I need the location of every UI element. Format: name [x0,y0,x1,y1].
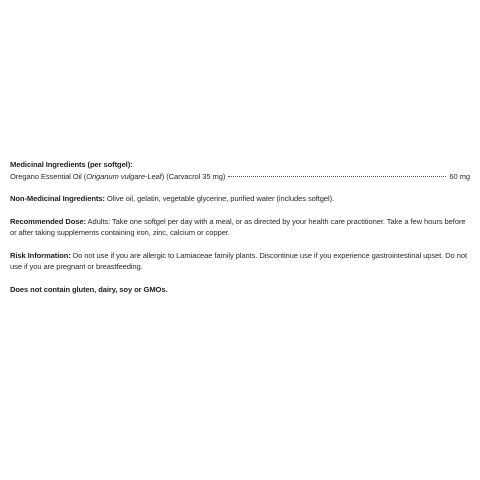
ingredient-latin-name: Origanum vulgare [86,171,145,181]
allergen-statement: Does not contain gluten, dairy, soy or GMOs. [10,284,168,294]
recommended-dose [10,216,470,239]
non-medicinal-ingredients [10,193,470,205]
product-info-panel [10,159,470,295]
non-medicinal-text: Olive oil, gelatin, vegetable glycerine, purified water (includes softgel). [104,194,335,203]
ingredient-amount: 60 mg [449,171,470,181]
medicinal-ingredients-heading: Medicinal Ingredients (per softgel): [10,160,133,169]
risk-information-label: Risk Information: [10,250,71,260]
non-medicinal-label: Non-Medicinal Ingredients: [10,194,105,203]
ingredient-row [10,171,470,183]
ingredient-name [10,171,225,183]
risk-information-text: Do not use if you are allergic to Lamiaceae family plants. Discontinue use if you experience gastrointestinal upset. Do not use if you are pregnant or breastfeeding. [10,250,467,271]
medicinal-ingredients-section [10,159,470,182]
ingredient-name-prefix: Oregano Essential Oil ( [10,171,87,181]
recommended-dose-label: Recommended Dose: [10,216,86,226]
ingredient-name-suffix: -Leaf) (Carvacrol 35 mg) [144,171,226,181]
recommended-dose-text: Adults: Take one softgel per day with a meal, or as directed by your health care practitioner. Take a few hours before or after taking supplements containing iron, zinc, calcium or copper. [10,216,466,237]
risk-information [10,250,470,273]
dotted-leader [228,176,446,177]
